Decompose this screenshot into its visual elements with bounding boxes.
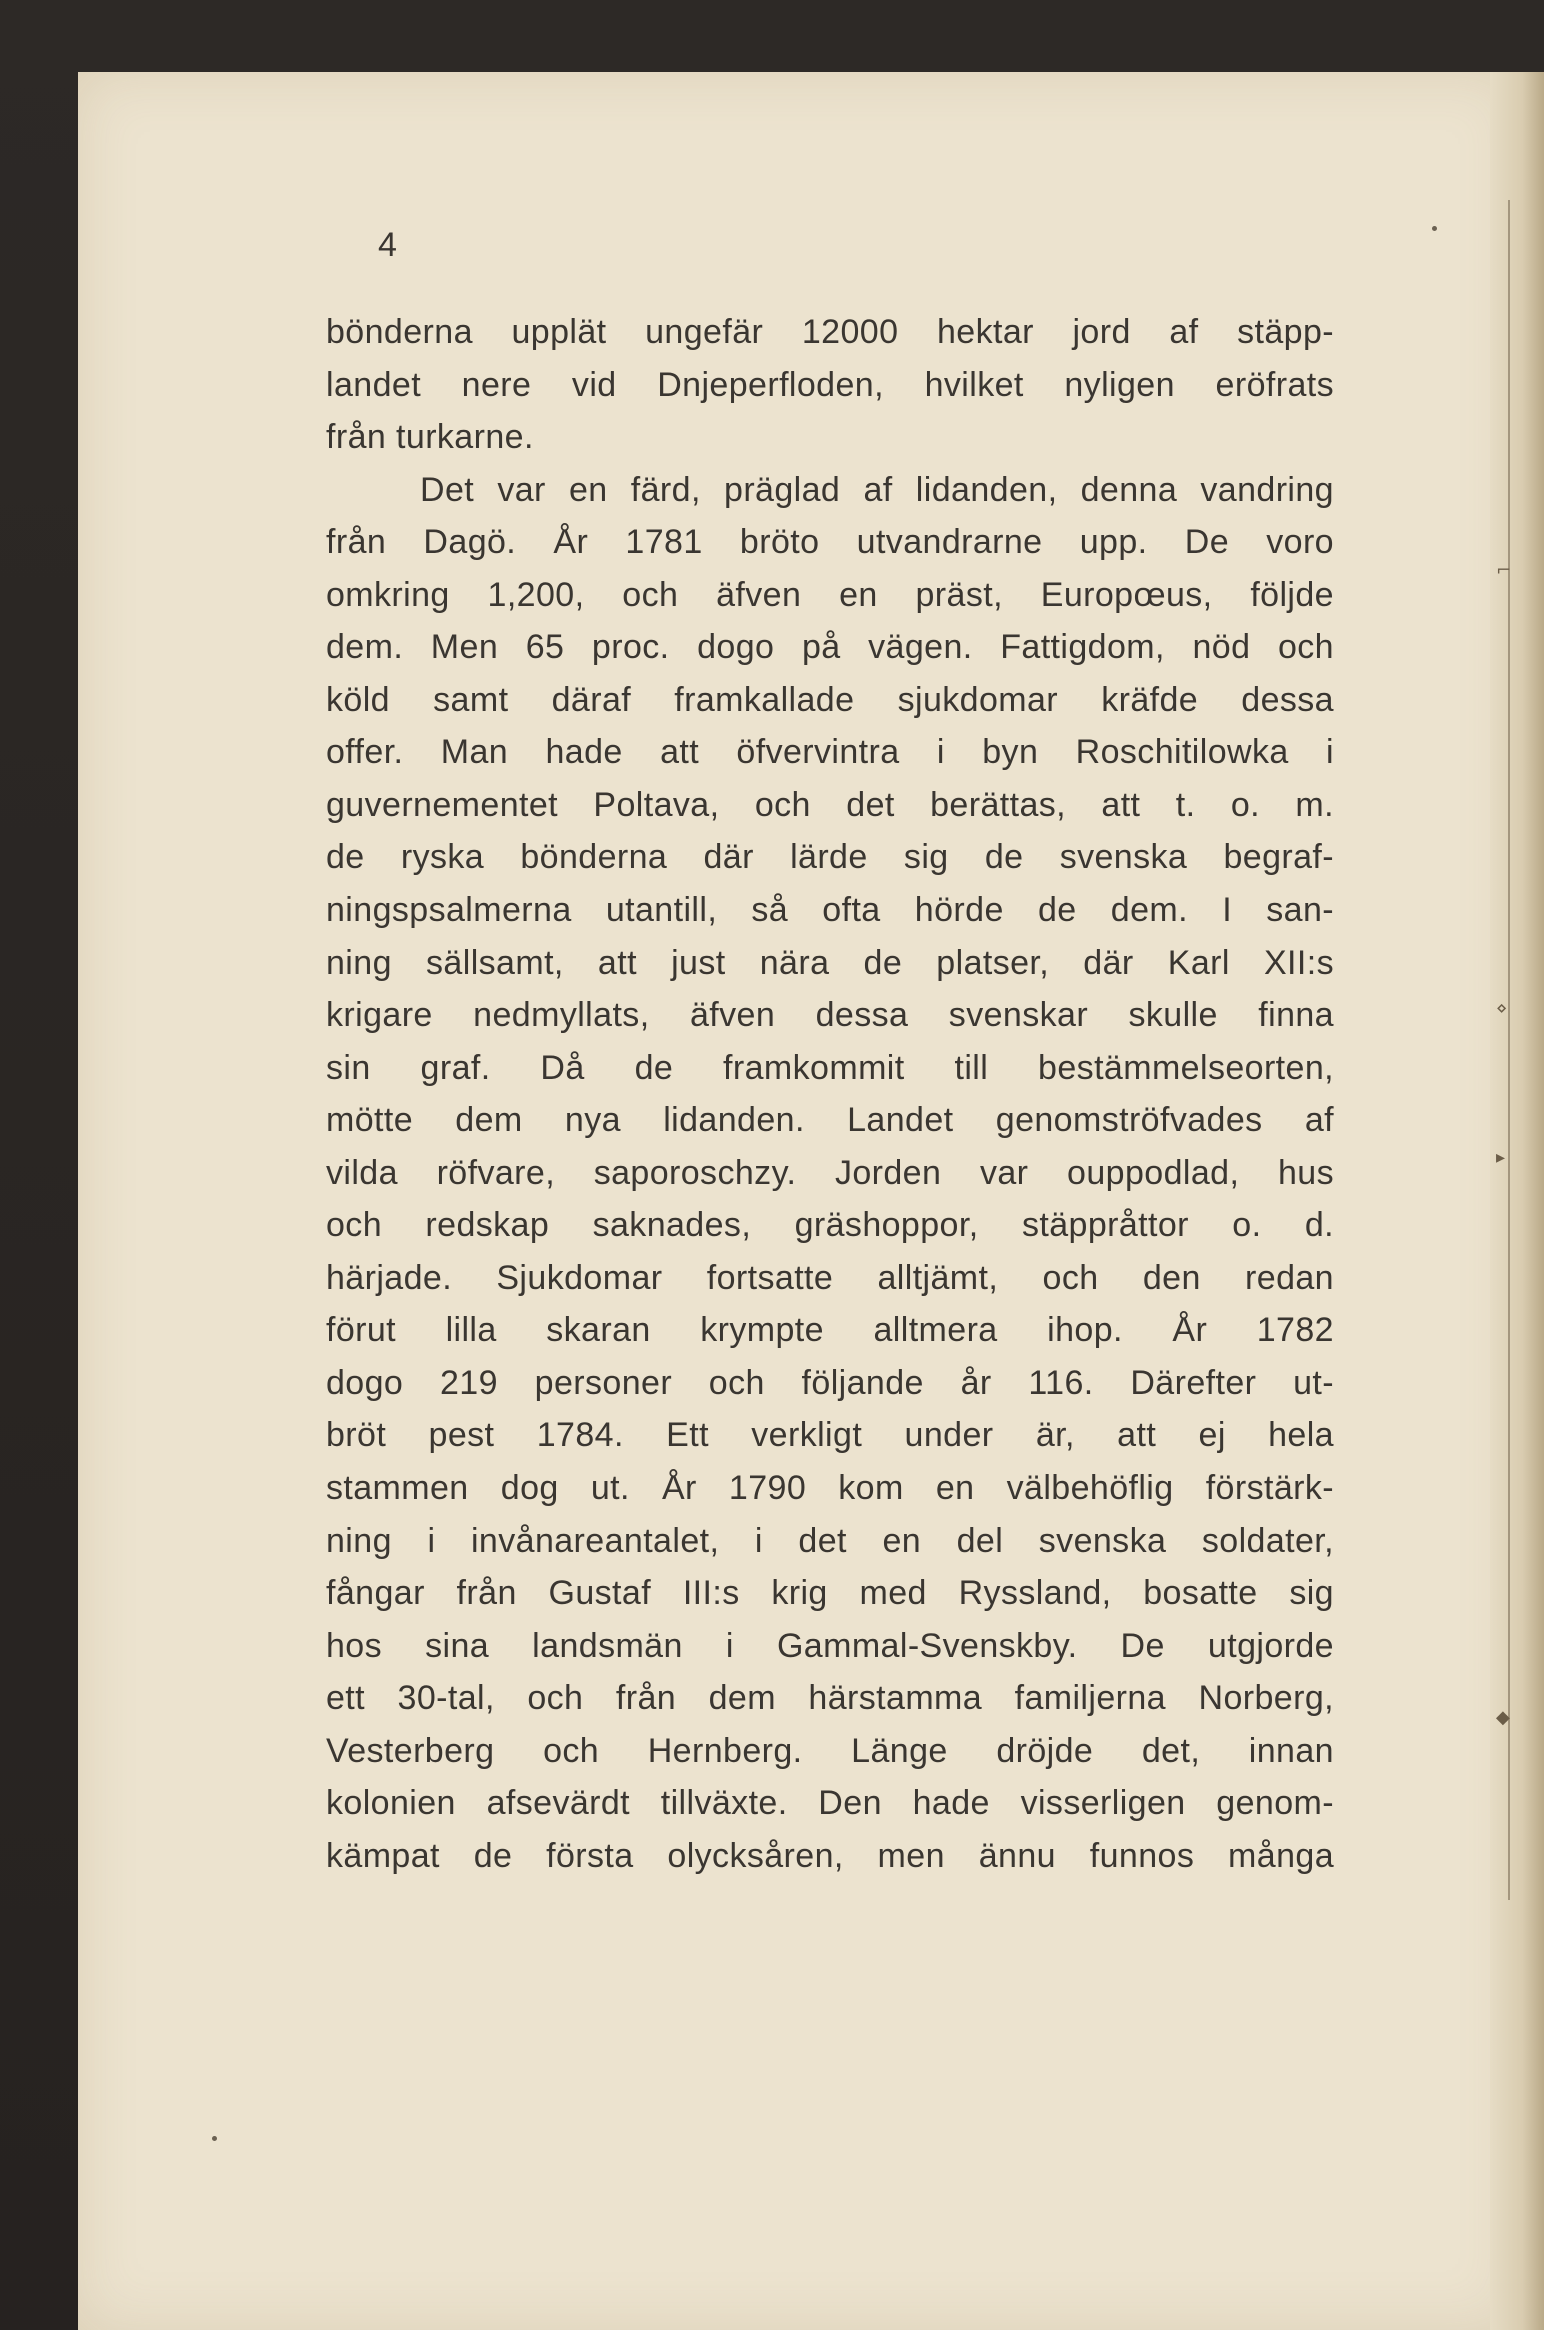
text-line: förut lilla skaran krympte alltmera ihop. År 1782	[326, 1311, 1334, 1350]
text-line: guvernementet Poltava, och det berättas, att t. o. m.	[326, 785, 1334, 824]
text-line: landet nere vid Dnjeperfloden, hvilket nyligen eröfrats	[326, 365, 1334, 404]
text-line: Det var en färd, präglad af lidanden, denna vandring	[420, 470, 1334, 509]
text-line: krigare nedmyllats, äfven dessa svenskar skulle finna	[326, 996, 1334, 1035]
text-line: ning i invånareantalet, i det en del svenska soldater,	[326, 1521, 1334, 1560]
text-line: bönderna upplät ungefär 12000 hektar jord af stäpp-	[326, 313, 1334, 351]
text-line: kämpat de första olycksåren, men ännu funnos många	[326, 1836, 1334, 1875]
body-text	[326, 306, 1334, 1882]
bleed-through-mark: ⌐	[1496, 560, 1512, 581]
text-line: hos sina landsmän i Gammal-Svenskby. De utgjorde	[326, 1626, 1334, 1665]
text-line: sin graf. Då de framkommit till bestämmelseorten,	[326, 1048, 1334, 1087]
text-line: ett 30-tal, och från dem härstamma familjerna Norberg,	[326, 1679, 1334, 1718]
text-line: mötte dem nya lidanden. Landet genomströfvades af	[326, 1101, 1334, 1140]
text-line: offer. Man hade att öfvervintra i byn Roschitilowka i	[326, 733, 1334, 772]
text-line: kolonien afsevärdt tillväxte. Den hade visserligen genom-	[326, 1784, 1334, 1823]
text-line: bröt pest 1784. Ett verkligt under är, att ej hela	[326, 1416, 1334, 1455]
text-line: och redskap saknades, gräshoppor, stäppråttor o. d.	[326, 1206, 1334, 1245]
paragraph-2	[326, 464, 1334, 1883]
page-number: 4	[378, 226, 397, 264]
text-line: dogo 219 personer och följande år 116. Därefter ut-	[326, 1363, 1334, 1402]
text-line: de ryska bönderna där lärde sig de svenska begraf-	[326, 838, 1334, 877]
text-line: vilda röfvare, saporoschzy. Jorden var ouppodlad, hus	[326, 1153, 1334, 1192]
page-edge	[1490, 72, 1544, 2330]
text-line: ning sällsamt, att just nära de platser, där Karl XII:s	[326, 943, 1334, 982]
text-line: stammen dog ut. År 1790 kom en välbehöflig förstärk-	[326, 1469, 1334, 1508]
text-line: fångar från Gustaf III:s krig med Ryssland, bosatte sig	[326, 1574, 1334, 1613]
bleed-through-mark: ▸	[1496, 1147, 1506, 1168]
text-line: ningspsalmerna utantill, så ofta hörde de dem. I san-	[326, 891, 1334, 930]
bleed-through-mark: ⋄	[1496, 998, 1508, 1019]
bleed-through-mark: ◆	[1496, 1707, 1510, 1728]
paper-speck	[1432, 226, 1437, 231]
paragraph-1	[326, 306, 1334, 464]
text-line: från Dagö. År 1781 bröto utvandrarne upp. De voro	[326, 523, 1334, 562]
text-line: härjade. Sjukdomar fortsatte alltjämt, och den redan	[326, 1258, 1334, 1297]
paper-speck	[212, 2136, 217, 2141]
text-line: dem. Men 65 proc. dogo på vägen. Fattigdom, nöd och	[326, 628, 1334, 667]
spine-line	[1508, 200, 1510, 1900]
text-line: omkring 1,200, och äfven en präst, Europœus, följde	[326, 575, 1334, 614]
text-line: Vesterberg och Hernberg. Länge dröjde det, innan	[326, 1731, 1334, 1770]
text-line: från turkarne.	[326, 418, 534, 457]
text-line: köld samt däraf framkallade sjukdomar kräfde dessa	[326, 680, 1334, 719]
